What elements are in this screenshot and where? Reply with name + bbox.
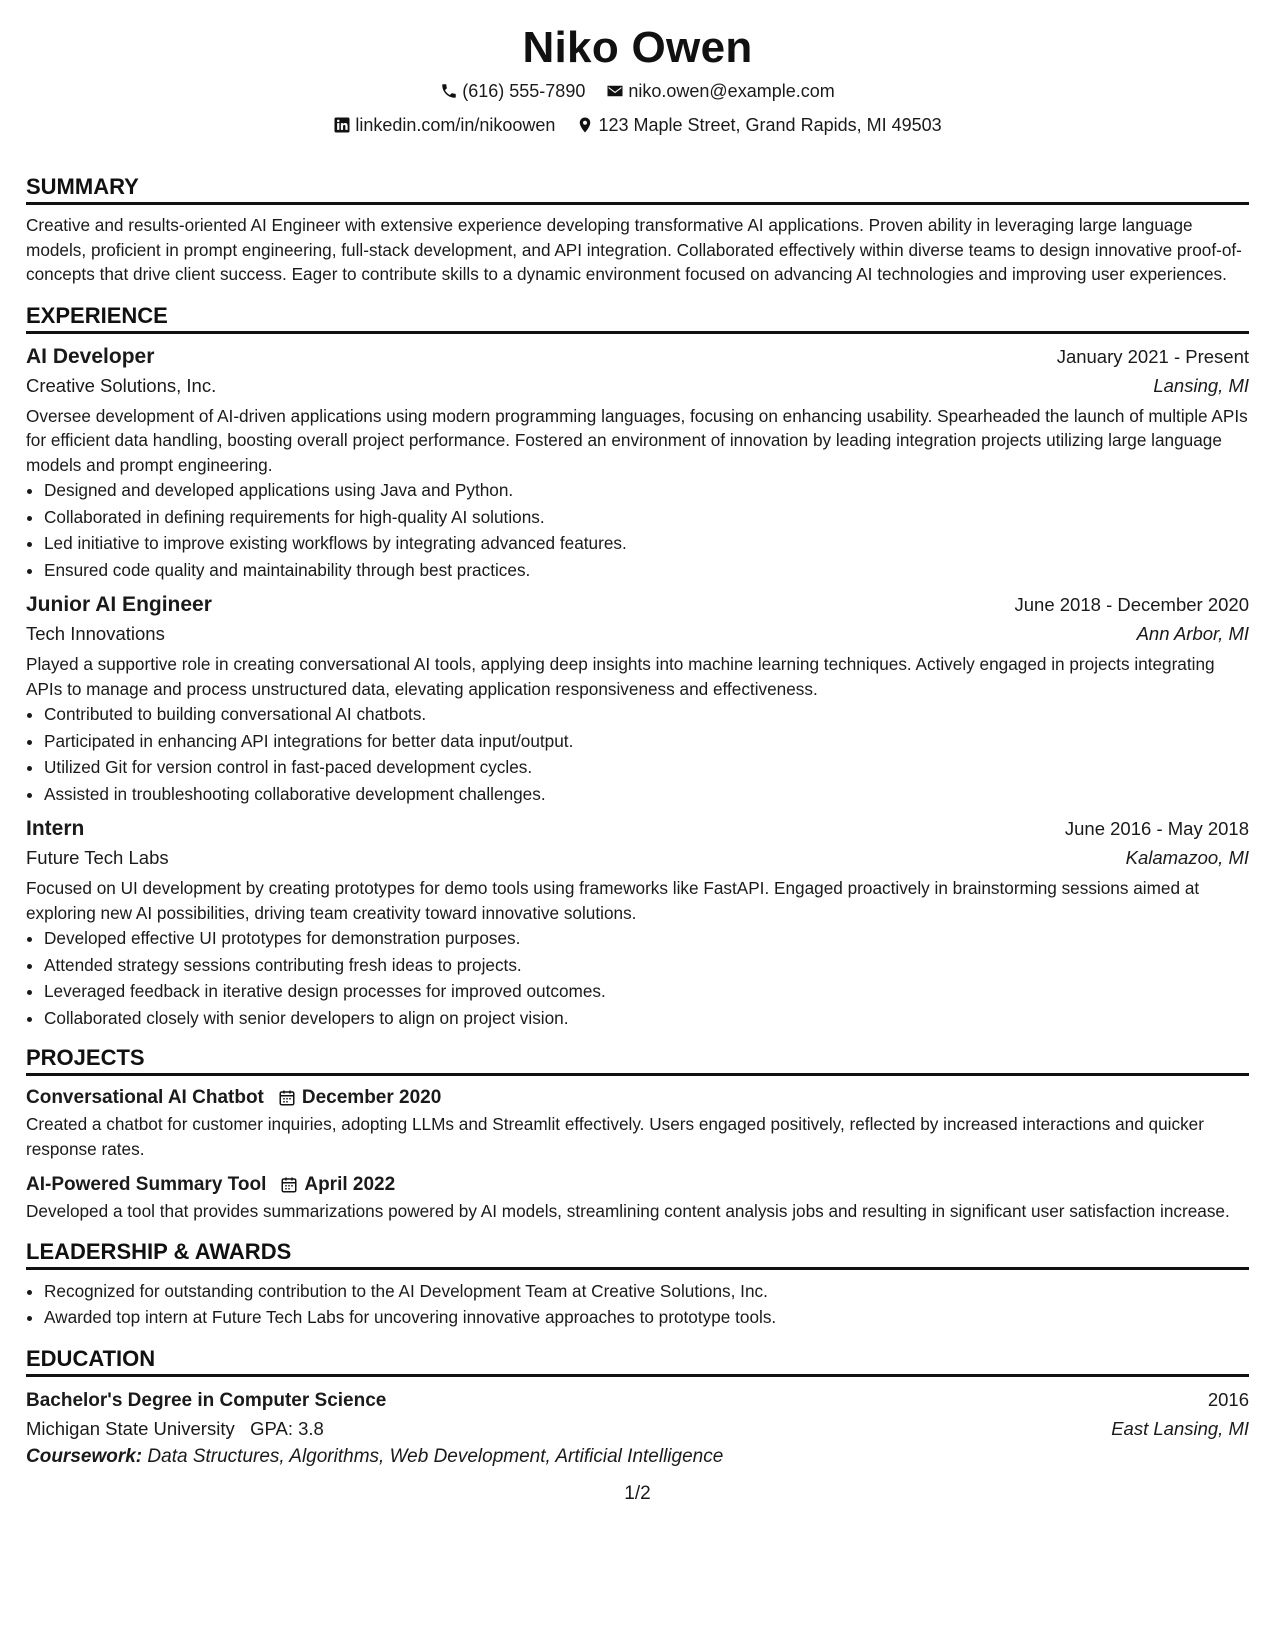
candidate-name: Niko Owen bbox=[522, 23, 753, 72]
list-item: • Collaborated in defining requirements for high-quality AI solutions. bbox=[44, 504, 1249, 531]
gpa: GPA: 3.8 bbox=[250, 1417, 324, 1439]
list-item: • Assisted in troubleshooting collaborative development challenges. bbox=[44, 781, 1249, 808]
address-text: 123 Maple Street, Grand Rapids, MI 49503 bbox=[598, 115, 942, 135]
contact-linkedin[interactable] bbox=[333, 113, 555, 137]
job-location: Lansing, MI bbox=[1153, 374, 1249, 396]
list-item: • Recognized for outstanding contribution to the AI Development Team at Creative Solutions, Inc. bbox=[44, 1278, 1249, 1305]
envelope-icon bbox=[606, 82, 624, 100]
contact-phone bbox=[440, 79, 585, 103]
list-item: • Collaborated closely with senior developers to align on project vision. bbox=[44, 1005, 1249, 1032]
project-entry bbox=[26, 1084, 1249, 1161]
map-pin-icon bbox=[576, 116, 594, 134]
experience-section bbox=[26, 302, 1249, 1032]
job-header bbox=[26, 814, 1249, 844]
education-header bbox=[26, 1385, 1249, 1415]
job-location: Ann Arbor, MI bbox=[1136, 623, 1249, 644]
projects-heading: PROJECTS bbox=[26, 1044, 1249, 1076]
summary-text: Creative and results-oriented AI Engineer with extensive experience developing transformative AI applications. Proven ability in leveraging large language models, proficient in prompt engineering, full-stack development, and API integration. Collaborated effectively within diverse teams to design innovative proof-of-concepts that drive client success. Eager to contribute skills to a dynamic environment focused on advancing AI technologies and improving user experiences. bbox=[26, 215, 1242, 284]
job-company: Creative Solutions, Inc. bbox=[26, 374, 217, 396]
projects-section bbox=[26, 1044, 1249, 1224]
calendar-icon bbox=[278, 1089, 296, 1107]
project-header bbox=[26, 1171, 1249, 1199]
job-company: Tech Innovations bbox=[26, 623, 165, 644]
list-item: • Leveraged feedback in iterative design processes for improved outcomes. bbox=[44, 978, 1249, 1005]
list-item: • Led initiative to improve existing workflows by integrating advanced features. bbox=[44, 530, 1249, 557]
project-name: AI-Powered Summary Tool bbox=[26, 1174, 267, 1195]
list-item: • Attended strategy sessions contributing fresh ideas to projects. bbox=[44, 952, 1249, 979]
linkedin-icon bbox=[333, 116, 351, 134]
job-dates: June 2016 - May 2018 bbox=[1064, 818, 1249, 839]
project-date: December 2020 bbox=[301, 1087, 442, 1108]
contact-email[interactable] bbox=[606, 79, 834, 103]
list-item: • Awarded top intern at Future Tech Labs for uncovering innovative approaches to prototype tools. bbox=[44, 1304, 1249, 1331]
phone-text: (616) 555-7890 bbox=[462, 81, 586, 101]
project-description: Created a chatbot for customer inquiries, adopting LLMs and Streamlit effectively. Users engaged positively, reflected by increased interactions and quicker response rates. bbox=[26, 1114, 1204, 1159]
job-entry bbox=[26, 590, 1249, 807]
job-header bbox=[26, 342, 1249, 372]
job-bullets bbox=[26, 701, 1249, 807]
job-description: Oversee development of AI-driven applications using modern programming languages, focusing on enhancing usability. Spearheaded the launch of multiple APIs for efficient data handling, boosting overall project performance. Fostered an environment of innovation by leading integration projects utilizing large language models and prompt engineering. bbox=[26, 405, 1248, 475]
degree-title: Bachelor's Degree in Computer Science bbox=[26, 1389, 387, 1411]
job-subheader bbox=[26, 844, 1249, 872]
job-bullets bbox=[26, 925, 1249, 1031]
job-dates: June 2018 - December 2020 bbox=[1014, 594, 1249, 615]
job-company: Future Tech Labs bbox=[26, 847, 169, 868]
linkedin-text[interactable]: linkedin.com/in/nikoowen bbox=[355, 115, 556, 135]
education-section bbox=[26, 1345, 1249, 1471]
page-number: 1/2 bbox=[624, 1483, 651, 1504]
coursework-list: Data Structures, Algorithms, Web Development, Artificial Intelligence bbox=[147, 1445, 724, 1467]
job-entry bbox=[26, 814, 1249, 1031]
list-item: • Utilized Git for version control in fast-paced development cycles. bbox=[44, 754, 1249, 781]
job-entry bbox=[26, 342, 1249, 584]
school-info bbox=[26, 1415, 324, 1443]
email-text[interactable]: niko.owen@example.com bbox=[628, 81, 835, 101]
list-item: • Ensured code quality and maintainability through best practices. bbox=[44, 557, 1249, 584]
education-heading: EDUCATION bbox=[26, 1345, 1249, 1377]
contact-line-2 bbox=[26, 113, 1249, 140]
job-title: Intern bbox=[26, 817, 85, 840]
job-title: Junior AI Engineer bbox=[26, 593, 212, 616]
project-name: Conversational AI Chatbot bbox=[26, 1087, 264, 1108]
job-dates: January 2021 - Present bbox=[1056, 345, 1249, 367]
school-name: Michigan State University bbox=[26, 1417, 235, 1439]
list-item: • Designed and developed applications using Java and Python. bbox=[44, 477, 1249, 504]
project-header bbox=[26, 1084, 1249, 1112]
job-subheader bbox=[26, 620, 1249, 648]
project-date: April 2022 bbox=[304, 1174, 396, 1195]
summary-section bbox=[26, 173, 1249, 287]
contact-address bbox=[576, 113, 941, 137]
graduation-year: 2016 bbox=[1207, 1388, 1249, 1410]
job-description: Played a supportive role in creating conversational AI tools, applying deep insights into machine learning techniques. Actively engaged in projects integrating APIs to manage and process unstructured data, elevating application responsiveness and effectiveness. bbox=[26, 654, 1215, 699]
summary-heading: SUMMARY bbox=[26, 173, 1249, 205]
list-item: • Participated in enhancing API integrations for better data input/output. bbox=[44, 728, 1249, 755]
experience-heading: EXPERIENCE bbox=[26, 302, 1249, 334]
school-location: East Lansing, MI bbox=[1111, 1417, 1249, 1439]
phone-icon bbox=[440, 82, 458, 100]
list-item: • Contributed to building conversational AI chatbots. bbox=[44, 701, 1249, 728]
education-subheader bbox=[26, 1415, 1249, 1443]
leadership-bullets bbox=[26, 1278, 1249, 1331]
job-bullets bbox=[26, 477, 1249, 583]
leadership-section bbox=[26, 1238, 1249, 1331]
calendar-icon bbox=[280, 1176, 298, 1194]
project-description: Developed a tool that provides summarizations powered by AI models, streamlining content analysis jobs and resulting in significant user satisfaction increase. bbox=[26, 1201, 1230, 1221]
list-item: • Developed effective UI prototypes for demonstration purposes. bbox=[44, 925, 1249, 952]
resume-header bbox=[26, 0, 1249, 140]
job-subheader bbox=[26, 372, 1249, 400]
coursework-label: Coursework: bbox=[26, 1445, 143, 1467]
job-header bbox=[26, 590, 1249, 620]
job-location: Kalamazoo, MI bbox=[1125, 847, 1249, 868]
leadership-heading: LEADERSHIP & AWARDS bbox=[26, 1238, 1249, 1270]
contact-line-1 bbox=[26, 79, 1249, 106]
project-entry bbox=[26, 1171, 1249, 1224]
coursework bbox=[26, 1443, 1249, 1471]
job-title: AI Developer bbox=[26, 344, 155, 368]
job-description: Focused on UI development by creating prototypes for demo tools using frameworks like FastAPI. Engaged proactively in brainstorming sessions aimed at exploring new AI possibilities, driving team creativity toward innovative solutions. bbox=[26, 878, 1200, 923]
